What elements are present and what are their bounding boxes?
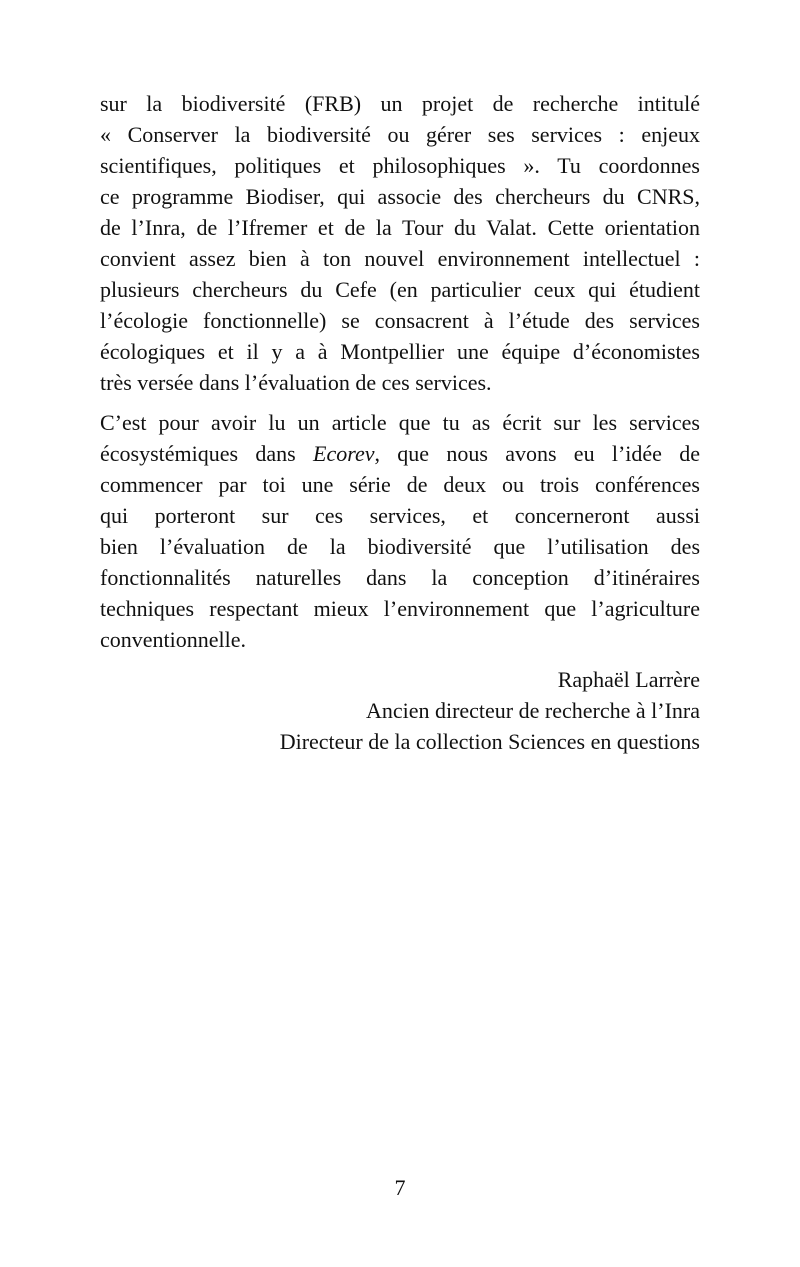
text-line: conventionnelle.: [100, 627, 247, 652]
text-line: très versée dans l’évaluation de ces services.: [100, 370, 492, 395]
text-line: techniques respectant mieux l’environnement que l’agriculture: [100, 596, 700, 621]
text-segment: , que nous avons eu l’idée de: [374, 441, 701, 466]
journal-title-italic: Ecorev: [313, 441, 375, 466]
text-block: [100, 88, 700, 757]
text-line: qui porteront sur ces services, et concerneront aussi: [100, 503, 700, 528]
text-line: plusieurs chercheurs du Cefe (en particulier ceux qui étudient: [100, 277, 700, 302]
text-line: scientifiques, politiques et philosophiques ». Tu coordonnes: [100, 153, 700, 178]
signature-title-line: Directeur de la collection Sciences en questions: [279, 729, 700, 754]
text-line: de l’Inra, de l’Ifremer et de la Tour du Valat. Cette orientation: [100, 215, 700, 240]
text-line: commencer par toi une série de deux ou trois conférences: [100, 472, 700, 497]
signature-title-line: Ancien directeur de recherche à l’Inra: [365, 698, 700, 723]
text-line: sur la biodiversité (FRB) un projet de recherche intitulé: [100, 91, 700, 116]
text-line: « Conserver la biodiversité ou gérer ses services : enjeux: [100, 122, 700, 147]
text-line: bien l’évaluation de la biodiversité que l’utilisation des: [100, 534, 700, 559]
signature-block: [100, 664, 700, 757]
text-line: [100, 438, 700, 469]
paragraph-2: [100, 407, 700, 655]
text-segment: écosystémiques dans: [100, 441, 313, 466]
page-number: 7: [394, 1175, 406, 1200]
paragraph-1: [100, 88, 700, 398]
text-line: l’écologie fonctionnelle) se consacrent à l’étude des services: [100, 308, 700, 333]
text-line: ce programme Biodiser, qui associe des chercheurs du CNRS,: [100, 184, 700, 209]
text-line: fonctionnalités naturelles dans la conception d’itinéraires: [100, 565, 700, 590]
signature-author: Raphaël Larrère: [557, 667, 700, 692]
text-line: écologiques et il y a à Montpellier une équipe d’économistes: [100, 339, 700, 364]
text-line: C’est pour avoir lu un article que tu as écrit sur les services: [100, 410, 700, 435]
text-line: convient assez bien à ton nouvel environnement intellectuel :: [100, 246, 700, 271]
